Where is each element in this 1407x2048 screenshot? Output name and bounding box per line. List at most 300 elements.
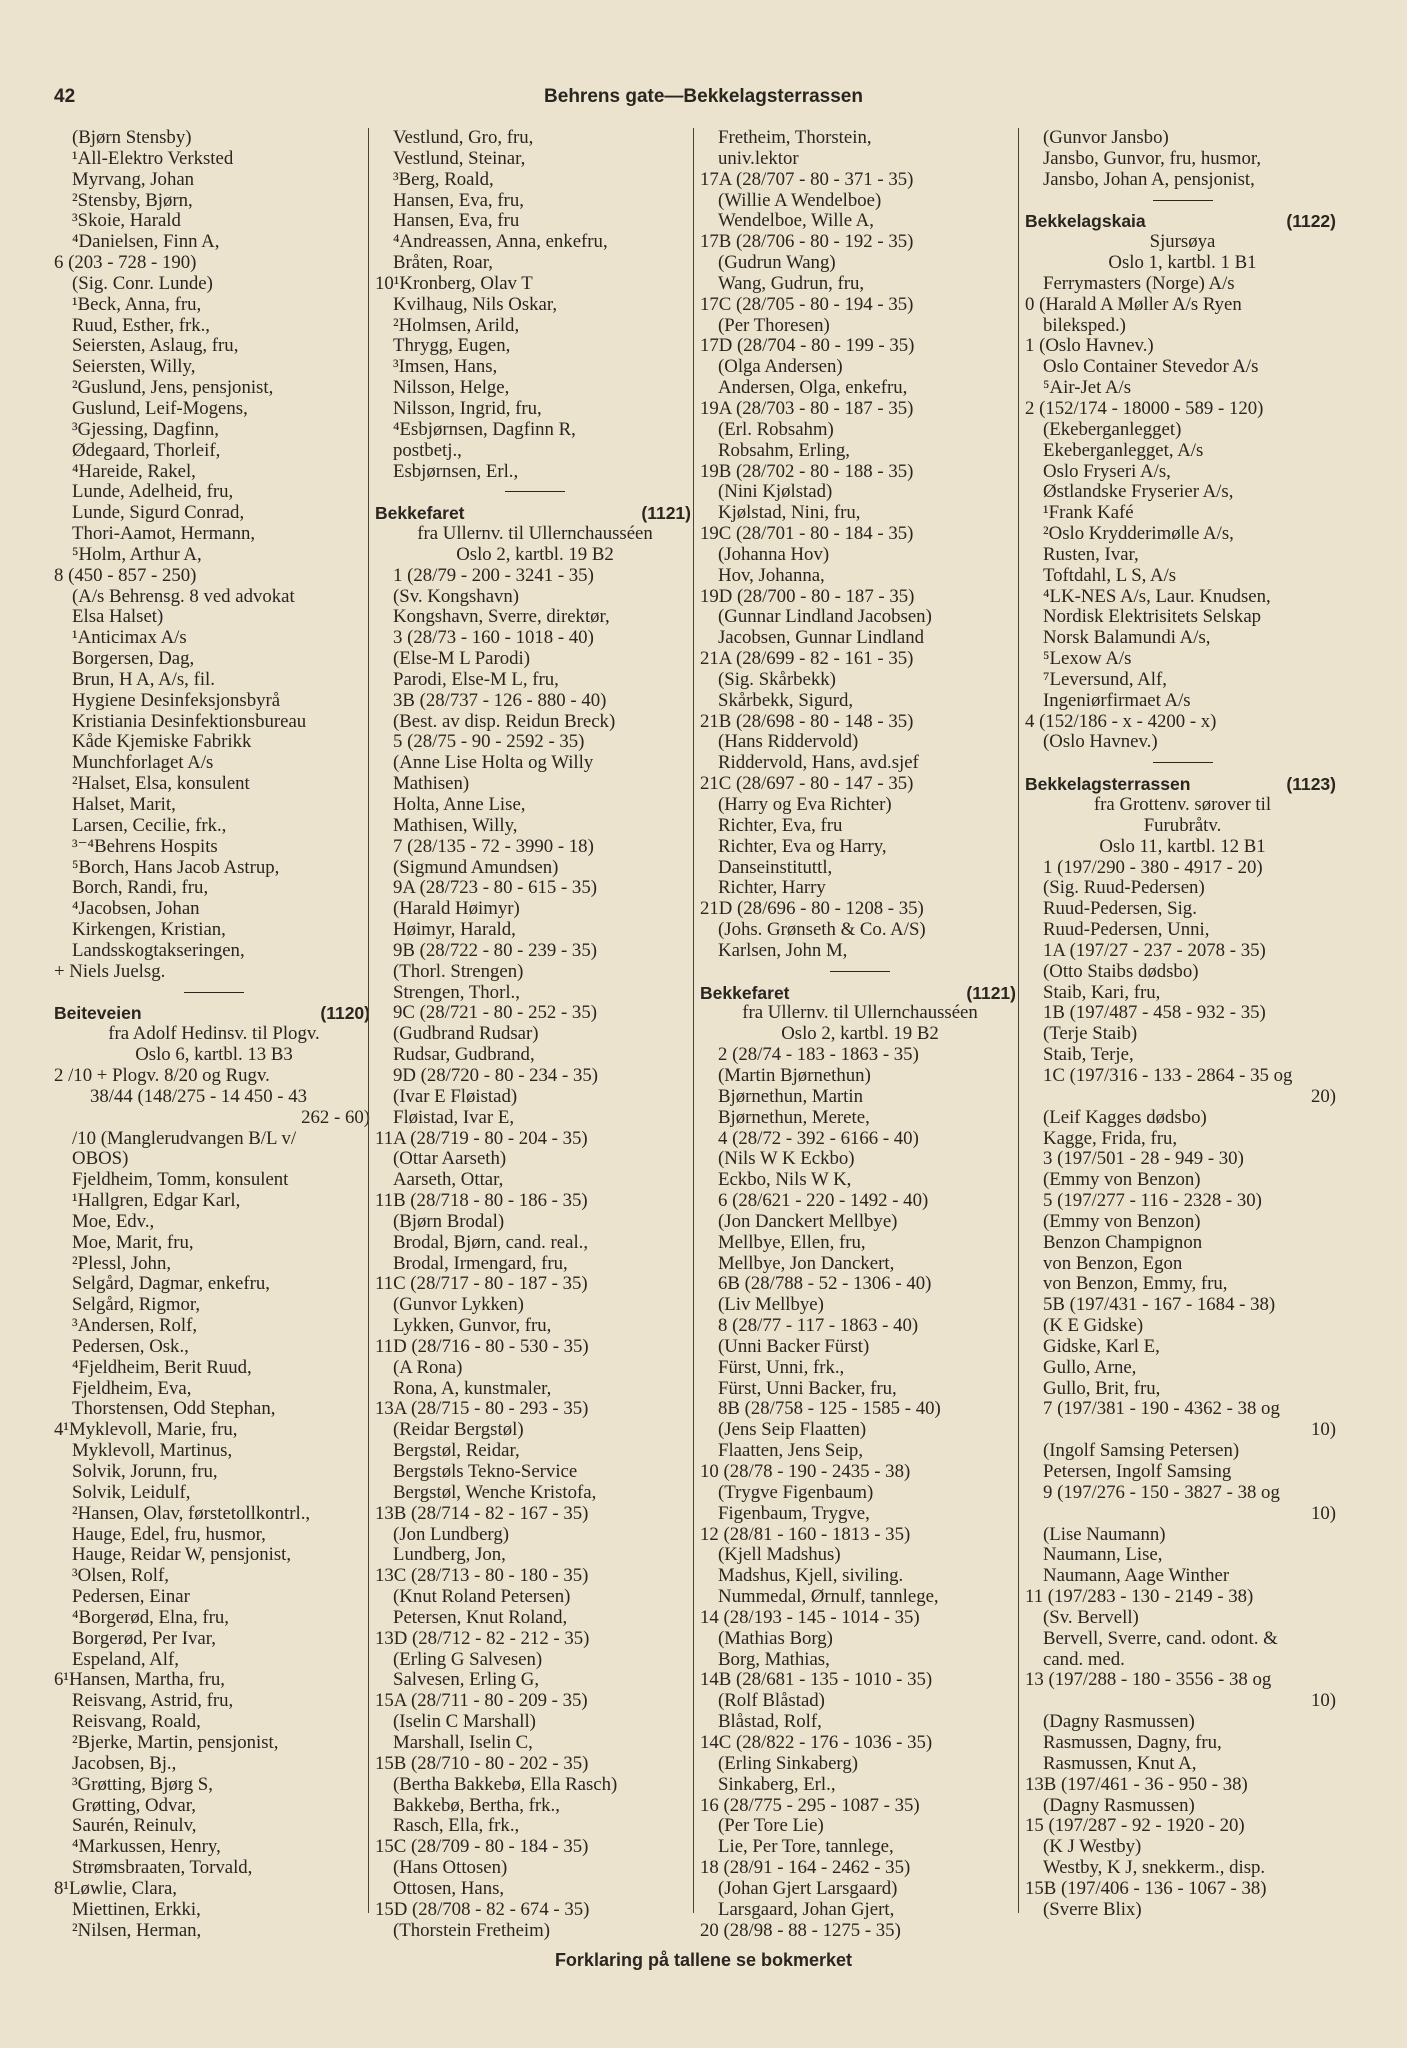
directory-line: (Nini Kjølstad) bbox=[718, 481, 833, 503]
directory-line: 15B (28/710 - 80 - 202 - 35) bbox=[375, 1752, 589, 1774]
directory-line: Lundberg, Jon, bbox=[393, 1544, 506, 1566]
directory-line: Flaatten, Jens Seip, bbox=[718, 1440, 864, 1462]
directory-line: 10) bbox=[1310, 1690, 1336, 1712]
directory-line: (Iselin C Marshall) bbox=[393, 1711, 536, 1733]
directory-line: 1A (197/27 - 237 - 2078 - 35) bbox=[1043, 939, 1266, 961]
directory-line: 6 (28/621 - 220 - 1492 - 40) bbox=[718, 1190, 929, 1212]
directory-line: 17D (28/704 - 80 - 199 - 35) bbox=[700, 335, 915, 357]
directory-line: 9B (28/722 - 80 - 239 - 35) bbox=[393, 939, 597, 961]
directory-line: (Terje Staib) bbox=[1043, 1023, 1138, 1045]
directory-line: Landsskogtakseringen, bbox=[72, 939, 245, 961]
directory-line: Borch, Randi, fru, bbox=[72, 877, 209, 899]
directory-line: Ruud, Esther, frk., bbox=[72, 314, 210, 336]
directory-line: (Jens Seip Flaatten) bbox=[718, 1419, 867, 1441]
directory-line: Strengen, Thorl., bbox=[393, 981, 520, 1003]
directory-line: (Sv. Kongshavn) bbox=[393, 585, 520, 607]
street-number: (1120) bbox=[320, 1003, 370, 1024]
directory-line: (Willie A Wendelboe) bbox=[718, 189, 882, 211]
directory-line: Mathisen, Willy, bbox=[393, 814, 518, 836]
directory-line: ²Bjerke, Martin, pensjonist, bbox=[72, 1731, 279, 1753]
directory-line: (Erling Sinkaberg) bbox=[718, 1752, 858, 1774]
footer-note: Forklaring på tallene se bokmerket bbox=[554, 1950, 853, 1970]
directory-line: Karlsen, John M, bbox=[718, 939, 848, 961]
directory-line: (Unni Backer Fürst) bbox=[718, 1335, 870, 1357]
directory-line: 10 (28/78 - 190 - 2435 - 38) bbox=[700, 1461, 911, 1482]
directory-line: 0 (Harald A Møller A/s Ryen bbox=[1025, 293, 1242, 315]
directory-line: 6¹Hansen, Martha, fru, bbox=[54, 1669, 225, 1691]
directory-line: (Dagny Rasmussen) bbox=[1043, 1711, 1195, 1733]
directory-line: Staib, Kari, fru, bbox=[1043, 981, 1161, 1003]
directory-line: Fløistad, Ivar E, bbox=[393, 1106, 515, 1128]
column-divider bbox=[693, 128, 694, 1913]
directory-line: (Gudbrand Rudsar) bbox=[393, 1023, 539, 1045]
directory-line: 17B (28/706 - 80 - 192 - 35) bbox=[700, 231, 914, 253]
directory-line: (Reidar Bergstøl) bbox=[393, 1419, 524, 1441]
directory-line: Lie, Per Tore, tannlege, bbox=[718, 1836, 894, 1858]
directory-line: ⁴Jacobsen, Johan bbox=[72, 898, 200, 920]
directory-line: (Sig. Skårbekk) bbox=[718, 668, 836, 690]
directory-line: bileksped.) bbox=[1043, 314, 1126, 336]
directory-line: Hansen, Eva, fru, bbox=[393, 189, 524, 211]
directory-line: ²Holmsen, Arild, bbox=[393, 314, 520, 336]
directory-line: Lykken, Gunvor, fru, bbox=[393, 1315, 552, 1337]
directory-line: 21D (28/696 - 80 - 1208 - 35) bbox=[700, 898, 924, 920]
directory-line: Aarseth, Ottar, bbox=[393, 1169, 504, 1191]
directory-line: Myrvang, Johan bbox=[72, 168, 195, 190]
directory-line: Jansbo, Gunvor, fru, husmor, bbox=[1043, 147, 1262, 169]
directory-line: Ekeberganlegget, A/s bbox=[1043, 439, 1204, 461]
directory-line: (Ekeberganlegget) bbox=[1043, 418, 1182, 440]
directory-line: 11 (197/283 - 130 - 2149 - 38) bbox=[1025, 1586, 1254, 1608]
directory-line: (Harald Høimyr) bbox=[393, 898, 520, 920]
section-divider bbox=[375, 482, 695, 503]
directory-line: (A Rona) bbox=[393, 1356, 463, 1378]
directory-line: Fjeldheim, Eva, bbox=[72, 1377, 192, 1399]
directory-line: 17C (28/705 - 80 - 194 - 35) bbox=[700, 293, 914, 315]
directory-line: (Erling G Salvesen) bbox=[393, 1648, 543, 1670]
directory-line: Reisvang, Astrid, fru, bbox=[72, 1690, 234, 1712]
directory-line: (Leif Kagges dødsbo) bbox=[1043, 1106, 1207, 1128]
directory-line: Thori-Aamot, Hermann, bbox=[72, 523, 256, 545]
directory-line: Toftdahl, L S, A/s bbox=[1043, 564, 1177, 586]
directory-line: Kongshavn, Sverre, direktør, bbox=[393, 606, 610, 628]
directory-line: Seiersten, Aslaug, fru, bbox=[72, 335, 239, 357]
directory-line: fra Ullernv. til Ullernchausséen bbox=[417, 523, 653, 545]
directory-line: Brodal, Irmengard, fru, bbox=[393, 1252, 568, 1274]
directory-line: Fretheim, Thorstein, bbox=[718, 127, 872, 148]
directory-line: Lunde, Sigurd Conrad, bbox=[72, 502, 245, 524]
directory-line: 13B (197/461 - 36 - 950 - 38) bbox=[1025, 1773, 1248, 1795]
directory-line: ¹All-Elektro Verksted bbox=[72, 147, 234, 169]
directory-line: (Anne Lise Holta og Willy bbox=[393, 752, 594, 774]
directory-line: (Bertha Bakkebø, Ella Rasch) bbox=[393, 1773, 618, 1795]
directory-line: (Emmy von Benzon) bbox=[1043, 1169, 1201, 1191]
street-heading bbox=[1025, 774, 1340, 795]
directory-line: (K J Westby) bbox=[1043, 1836, 1142, 1858]
directory-line: Bervell, Sverre, cand. odont. & bbox=[1043, 1627, 1278, 1649]
directory-line: 1 (28/79 - 200 - 3241 - 35) bbox=[393, 564, 594, 586]
directory-line: Oslo 11, kartbl. 12 B1 bbox=[1099, 835, 1266, 857]
directory-line: Oslo Fryseri A/s, bbox=[1043, 460, 1171, 482]
street-heading bbox=[375, 503, 695, 524]
directory-line: Robsahm, Erling, bbox=[718, 439, 850, 461]
directory-line: Rona, A, kunstmaler, bbox=[393, 1377, 552, 1399]
directory-line: Andersen, Olga, enkefru, bbox=[718, 377, 908, 399]
directory-line: 3B (28/737 - 126 - 880 - 40) bbox=[393, 689, 607, 711]
directory-line: Petersen, Knut Roland, bbox=[393, 1606, 568, 1628]
directory-line: (Gunvor Jansbo) bbox=[1043, 127, 1169, 148]
directory-line: ³Berg, Roald, bbox=[393, 168, 494, 190]
directory-line: Richter, Eva, fru bbox=[718, 814, 843, 836]
directory-line: Moe, Edv., bbox=[72, 1210, 155, 1232]
directory-line: (Bjørn Brodal) bbox=[393, 1210, 505, 1232]
directory-line: Selgård, Rigmor, bbox=[72, 1294, 201, 1316]
directory-line: (Rolf Blåstad) bbox=[718, 1690, 825, 1712]
directory-line: fra Grottenv. sørover til bbox=[1093, 794, 1272, 815]
directory-line: (Martin Bjørnethun) bbox=[718, 1064, 871, 1086]
directory-line: 8¹Løwlie, Clara, bbox=[54, 1877, 177, 1899]
directory-line: Bjørnethun, Martin bbox=[718, 1085, 864, 1107]
directory-line: Selgård, Dagmar, enkefru, bbox=[72, 1273, 270, 1295]
directory-line: 2 (152/174 - 18000 - 589 - 120) bbox=[1025, 397, 1264, 419]
directory-line: ²Hansen, Olav, førstetollkontrl., bbox=[72, 1502, 311, 1524]
directory-line: Mathisen) bbox=[393, 773, 470, 795]
directory-line: 4¹Myklevoll, Marie, fru, bbox=[54, 1419, 238, 1441]
directory-line: 8 (28/77 - 117 - 1863 - 40) bbox=[718, 1315, 919, 1337]
directory-line: Seiersten, Willy, bbox=[72, 356, 196, 378]
directory-line: ⁴Esbjørnsen, Dagfinn R, bbox=[393, 418, 576, 440]
directory-line: 13 (197/288 - 180 - 3556 - 38 og bbox=[1025, 1669, 1272, 1691]
street-name: Beiteveien bbox=[54, 1003, 142, 1024]
directory-line: (Gudrun Wang) bbox=[718, 252, 836, 274]
directory-line: Petersen, Ingolf Samsing bbox=[1043, 1461, 1232, 1482]
directory-line: 19A (28/703 - 80 - 187 - 35) bbox=[700, 397, 914, 419]
directory-line: 10¹Kronberg, Olav T bbox=[375, 272, 533, 294]
directory-line: Nummedal, Ørnulf, tannlege, bbox=[718, 1586, 939, 1608]
directory-line: Thrygg, Eugen, bbox=[393, 335, 511, 357]
directory-line: 262 - 60) bbox=[301, 1106, 370, 1128]
column-3 bbox=[700, 128, 1020, 1941]
directory-line: 12 (28/81 - 160 - 1813 - 35) bbox=[700, 1523, 911, 1545]
directory-line: (Bjørn Stensby) bbox=[72, 127, 192, 148]
directory-line: ⁴Borgerød, Elna, fru, bbox=[72, 1606, 229, 1628]
directory-line: ³Olsen, Rolf, bbox=[72, 1565, 169, 1587]
directory-line: 17A (28/707 - 80 - 371 - 35) bbox=[700, 168, 914, 190]
column-2 bbox=[375, 128, 695, 1941]
directory-line: ²Stensby, Bjørn, bbox=[72, 189, 193, 211]
directory-line: 3 (197/501 - 28 - 949 - 30) bbox=[1043, 1148, 1244, 1170]
directory-line: (Nils W K Eckbo) bbox=[718, 1148, 855, 1170]
directory-line: Borg, Mathias, bbox=[718, 1648, 830, 1670]
directory-line: Ruud-Pedersen, Unni, bbox=[1043, 919, 1210, 941]
directory-line: /10 (Manglerudvangen B/L v/ bbox=[72, 1127, 297, 1149]
directory-line: Nilsson, Ingrid, fru, bbox=[393, 397, 542, 419]
directory-line: Wendelboe, Wille A, bbox=[718, 210, 874, 232]
directory-line: Naumann, Aage Winther bbox=[1043, 1565, 1230, 1587]
street-number: (1121) bbox=[641, 503, 691, 524]
section-divider bbox=[54, 983, 374, 1004]
directory-line: (Trygve Figenbaum) bbox=[718, 1481, 874, 1503]
directory-line: 18 (28/91 - 164 - 2462 - 35) bbox=[700, 1857, 911, 1879]
directory-line: von Benzon, Egon bbox=[1043, 1252, 1183, 1274]
directory-line: Bakkebø, Bertha, frk., bbox=[393, 1794, 560, 1816]
directory-line: 10) bbox=[1310, 1419, 1336, 1441]
directory-line: Ødegaard, Thorleif, bbox=[72, 439, 221, 461]
directory-line: Esbjørnsen, Erl., bbox=[393, 460, 519, 482]
directory-line: Oslo 6, kartbl. 13 B3 bbox=[135, 1044, 293, 1066]
directory-line: Jacobsen, Gunnar Lindland bbox=[718, 627, 925, 649]
directory-line: (Hans Riddervold) bbox=[718, 731, 859, 753]
directory-line: Østlandske Fryserier A/s, bbox=[1043, 481, 1234, 503]
directory-line: ⁵Air-Jet A/s bbox=[1043, 377, 1132, 399]
directory-line: Larsen, Cecilie, frk., bbox=[72, 814, 227, 836]
directory-line: Jacobsen, Bj., bbox=[72, 1752, 177, 1774]
directory-line: Brodal, Bjørn, cand. real., bbox=[393, 1231, 589, 1253]
directory-line: Bråten, Roar, bbox=[393, 252, 493, 274]
directory-line: (Ingolf Samsing Petersen) bbox=[1043, 1440, 1240, 1462]
directory-line: fra Ullernv. til Ullernchausséen bbox=[742, 1002, 978, 1024]
directory-line: 13C (28/713 - 80 - 180 - 35) bbox=[375, 1565, 589, 1587]
directory-line: ⁴Danielsen, Finn A, bbox=[72, 231, 220, 253]
directory-line: Rusten, Ivar, bbox=[1043, 543, 1139, 565]
directory-line: Bjørnethun, Merete, bbox=[718, 1106, 870, 1128]
directory-line: (Best. av disp. Reidun Breck) bbox=[393, 710, 616, 732]
directory-line: Ruud-Pedersen, Sig. bbox=[1043, 898, 1197, 920]
directory-line: Borgerød, Per Ivar, bbox=[72, 1627, 216, 1649]
directory-line: 8B (28/758 - 125 - 1585 - 40) bbox=[718, 1398, 941, 1420]
directory-line: Vestlund, Steinar, bbox=[393, 147, 526, 169]
directory-line: (Jon Lundberg) bbox=[393, 1523, 509, 1545]
directory-line: 11A (28/719 - 80 - 204 - 35) bbox=[375, 1127, 588, 1149]
directory-line: Riddervold, Hans, avd.sjef bbox=[718, 752, 919, 774]
directory-line: ¹Beck, Anna, fru, bbox=[72, 293, 202, 315]
directory-line: Blåstad, Rolf, bbox=[718, 1711, 822, 1733]
directory-line: 6 (203 - 728 - 190) bbox=[54, 252, 197, 274]
directory-line: 9D (28/720 - 80 - 234 - 35) bbox=[393, 1064, 598, 1086]
directory-line: Eckbo, Nils W K, bbox=[718, 1169, 852, 1191]
directory-line: ³Imsen, Hans, bbox=[393, 356, 498, 378]
street-name: Bekkefaret bbox=[375, 503, 465, 524]
directory-line: 10) bbox=[1310, 1502, 1336, 1524]
directory-line: 1 (197/290 - 380 - 4917 - 20) bbox=[1043, 856, 1263, 878]
directory-line: Benzon Champignon bbox=[1043, 1231, 1203, 1253]
directory-line: 1B (197/487 - 458 - 932 - 35) bbox=[1043, 1002, 1266, 1024]
directory-line: cand. med. bbox=[1043, 1648, 1125, 1670]
directory-line: 14C (28/822 - 176 - 1036 - 35) bbox=[700, 1731, 933, 1753]
directory-line: (Dagny Rasmussen) bbox=[1043, 1794, 1195, 1816]
directory-line: Marshall, Iselin C, bbox=[393, 1731, 533, 1753]
directory-line: Naumann, Lise, bbox=[1043, 1544, 1163, 1566]
directory-line: postbetj., bbox=[393, 439, 462, 461]
directory-line: (Else-M L Parodi) bbox=[393, 648, 530, 670]
directory-line: Oslo Container Stevedor A/s bbox=[1043, 356, 1259, 378]
directory-line: 15 (197/287 - 92 - 1920 - 20) bbox=[1025, 1815, 1245, 1837]
directory-line: 21B (28/698 - 80 - 148 - 35) bbox=[700, 710, 914, 732]
directory-line: Rasch, Ella, frk., bbox=[393, 1815, 520, 1837]
directory-line: Bergstøls Tekno-Service bbox=[393, 1461, 578, 1482]
directory-line: Oslo 2, kartbl. 19 B2 bbox=[781, 1023, 939, 1045]
directory-line: Danseinstituttl, bbox=[718, 856, 833, 878]
directory-line: Furubråtv. bbox=[1143, 814, 1222, 836]
page-number: 42 bbox=[54, 86, 76, 107]
directory-line: (Johs. Grønseth & Co. A/S) bbox=[718, 919, 926, 941]
directory-line: 7 (197/381 - 190 - 4362 - 38 og bbox=[1043, 1398, 1280, 1420]
directory-line: 15D (28/708 - 82 - 674 - 35) bbox=[375, 1898, 590, 1920]
directory-line: Kvilhaug, Nils Oskar, bbox=[393, 293, 558, 315]
directory-line: Sjursøya bbox=[1149, 231, 1216, 253]
directory-line: ²Halset, Elsa, konsulent bbox=[72, 773, 250, 795]
directory-line: (Knut Roland Petersen) bbox=[393, 1586, 571, 1608]
directory-line: 13A (28/715 - 80 - 293 - 35) bbox=[375, 1398, 589, 1420]
directory-line: (Otto Staibs dødsbo) bbox=[1043, 960, 1199, 982]
directory-line: (Per Tore Lie) bbox=[718, 1815, 824, 1837]
directory-line: Jansbo, Johan A, pensjonist, bbox=[1043, 168, 1255, 190]
directory-line: Parodi, Else-M L, fru, bbox=[393, 668, 559, 690]
directory-line: 20) bbox=[1310, 1085, 1336, 1107]
directory-line: Høimyr, Harald, bbox=[393, 919, 516, 941]
directory-line: 5B (197/431 - 167 - 1684 - 38) bbox=[1043, 1294, 1276, 1316]
directory-line: 14B (28/681 - 135 - 1010 - 35) bbox=[700, 1669, 933, 1691]
directory-line: 1 (Oslo Havnev.) bbox=[1025, 335, 1154, 357]
directory-line: (Sv. Bervell) bbox=[1043, 1606, 1139, 1628]
directory-line: (Sverre Blix) bbox=[1043, 1898, 1142, 1920]
section-divider bbox=[1025, 191, 1340, 212]
directory-line: Strømsbraaten, Torvald, bbox=[72, 1857, 253, 1879]
directory-line: ⁵Holm, Arthur A, bbox=[72, 543, 202, 565]
directory-line: Rasmussen, Knut A, bbox=[1043, 1752, 1197, 1774]
directory-line: (Gunvor Lykken) bbox=[393, 1294, 524, 1316]
directory-line: Figenbaum, Trygve, bbox=[718, 1502, 870, 1524]
directory-line: Bergstøl, Reidar, bbox=[393, 1440, 520, 1462]
directory-line: Sinkaberg, Erl., bbox=[718, 1773, 836, 1795]
directory-line: Gullo, Brit, fru, bbox=[1043, 1377, 1161, 1399]
directory-line: 21A (28/699 - 82 - 161 - 35) bbox=[700, 648, 914, 670]
directory-line: (Emmy von Benzon) bbox=[1043, 1210, 1201, 1232]
street-name: Bekkelagsterrassen bbox=[1025, 774, 1191, 795]
directory-line: ⁴LK-NES A/s, Laur. Knudsen, bbox=[1043, 585, 1271, 607]
directory-line: (Liv Mellbye) bbox=[718, 1294, 824, 1316]
directory-line: (A/s Behrensg. 8 ved advokat bbox=[72, 585, 295, 607]
directory-line: Kagge, Frida, fru, bbox=[1043, 1127, 1178, 1149]
directory-line: Kristiania Desinfektionsbureau bbox=[72, 710, 307, 732]
directory-line: (Sig. Ruud-Pedersen) bbox=[1043, 877, 1205, 899]
street-name: Bekkelagskaia bbox=[1025, 211, 1146, 232]
directory-line: OBOS) bbox=[72, 1148, 129, 1170]
directory-line: (Thorl. Strengen) bbox=[393, 960, 524, 982]
directory-line: Salvesen, Erling G, bbox=[393, 1669, 540, 1691]
directory-line: Norsk Balamundi A/s, bbox=[1043, 627, 1211, 649]
directory-line: 9C (28/721 - 80 - 252 - 35) bbox=[393, 1002, 597, 1024]
directory-line: Pedersen, Einar bbox=[72, 1586, 190, 1608]
directory-line: Miettinen, Erkki, bbox=[72, 1898, 201, 1920]
directory-line: Gidske, Karl E, bbox=[1043, 1335, 1160, 1357]
directory-line: ³Grøtting, Bjørg S, bbox=[72, 1773, 213, 1795]
directory-line: Kjølstad, Nini, fru, bbox=[718, 502, 861, 524]
directory-line: ⁵Borch, Hans Jacob Astrup, bbox=[72, 856, 280, 878]
directory-line: Saurén, Reinulv, bbox=[72, 1815, 197, 1837]
directory-line: Hygiene Desinfeksjonsbyrå bbox=[72, 689, 281, 711]
directory-line: ⁵Lexow A/s bbox=[1043, 648, 1132, 670]
street-heading bbox=[1025, 211, 1340, 232]
directory-line: 14 (28/193 - 145 - 1014 - 35) bbox=[700, 1606, 920, 1628]
directory-line: Guslund, Leif-Mogens, bbox=[72, 397, 248, 419]
directory-line: fra Adolf Hedinsv. til Plogv. bbox=[108, 1023, 320, 1045]
directory-line: (Johan Gjert Larsgaard) bbox=[718, 1877, 898, 1899]
directory-line: Rasmussen, Dagny, fru, bbox=[1043, 1731, 1222, 1753]
directory-line: Madshus, Kjell, siviling. bbox=[718, 1565, 904, 1587]
directory-line: ³Skoie, Harald bbox=[72, 210, 181, 232]
street-number: (1123) bbox=[1286, 774, 1336, 795]
directory-line: Richter, Eva og Harry, bbox=[718, 835, 887, 857]
directory-line: 20 (28/98 - 88 - 1275 - 35) bbox=[700, 1919, 901, 1941]
directory-line: Wang, Gudrun, fru, bbox=[718, 272, 865, 294]
directory-line: 15A (28/711 - 80 - 209 - 35) bbox=[375, 1690, 588, 1712]
directory-line: (Ottar Aarseth) bbox=[393, 1148, 507, 1170]
directory-line: ³⁻⁴Behrens Hospits bbox=[72, 835, 218, 857]
street-name: Bekkefaret bbox=[700, 982, 790, 1003]
directory-line: 8 (450 - 857 - 250) bbox=[54, 564, 197, 586]
column-4 bbox=[1025, 128, 1340, 1921]
directory-line: Staib, Terje, bbox=[1043, 1044, 1134, 1066]
directory-line: ⁴Fjeldheim, Berit Ruud, bbox=[72, 1356, 252, 1378]
directory-line: 13B (28/714 - 82 - 167 - 35) bbox=[375, 1502, 589, 1524]
directory-line: ¹Hallgren, Edgar Karl, bbox=[72, 1190, 241, 1212]
directory-line: Reisvang, Roald, bbox=[72, 1711, 201, 1733]
directory-line: (Per Thoresen) bbox=[718, 314, 830, 336]
directory-line: (Ivar E Fløistad) bbox=[393, 1085, 518, 1107]
directory-line: Ottosen, Hans, bbox=[393, 1877, 505, 1899]
directory-line: Lunde, Adelheid, fru, bbox=[72, 481, 234, 503]
directory-line: Mellbye, Ellen, fru, bbox=[718, 1231, 866, 1253]
directory-line: 11C (28/717 - 80 - 187 - 35) bbox=[375, 1273, 588, 1295]
directory-line: Fürst, Unni Backer, fru, bbox=[718, 1377, 897, 1399]
directory-line: Moe, Marit, fru, bbox=[72, 1231, 194, 1253]
directory-line: Ingeniørfirmaet A/s bbox=[1043, 689, 1191, 711]
directory-line: ²Oslo Krydderimølle A/s, bbox=[1043, 523, 1234, 545]
directory-line: 15C (28/709 - 80 - 184 - 35) bbox=[375, 1836, 589, 1858]
directory-line: Ferrymasters (Norge) A/s bbox=[1043, 272, 1235, 294]
directory-line: Solvik, Jorunn, fru, bbox=[72, 1461, 218, 1482]
directory-line: univ.lektor bbox=[718, 147, 799, 169]
directory-line: 2 /10 + Plogv. 8/20 og Rugv. bbox=[54, 1064, 270, 1086]
directory-line: Kirkengen, Kristian, bbox=[72, 919, 226, 941]
directory-line: Bergstøl, Wenche Kristofa, bbox=[393, 1481, 597, 1503]
directory-line: 19B (28/702 - 80 - 188 - 35) bbox=[700, 460, 914, 482]
directory-line: 16 (28/775 - 295 - 1087 - 35) bbox=[700, 1794, 920, 1816]
street-number: (1121) bbox=[966, 982, 1016, 1003]
directory-line: Pedersen, Osk., bbox=[72, 1335, 189, 1357]
directory-line: Vestlund, Gro, fru, bbox=[393, 127, 534, 148]
directory-line: ²Plessl, John, bbox=[72, 1252, 172, 1274]
directory-line: 19D (28/700 - 80 - 187 - 35) bbox=[700, 585, 915, 607]
directory-line: Solvik, Leidulf, bbox=[72, 1481, 191, 1503]
directory-line: Borgersen, Dag, bbox=[72, 648, 195, 670]
street-heading bbox=[54, 1003, 374, 1024]
directory-line: 4 (28/72 - 392 - 6166 - 40) bbox=[718, 1127, 919, 1149]
directory-line: Munchforlaget A/s bbox=[72, 752, 214, 774]
directory-line: Hauge, Reidar W, pensjonist, bbox=[72, 1544, 292, 1566]
directory-line: 2 (28/74 - 183 - 1863 - 35) bbox=[718, 1044, 919, 1066]
section-divider bbox=[1025, 753, 1340, 774]
directory-line: Richter, Harry bbox=[718, 877, 826, 899]
directory-line: (Erl. Robsahm) bbox=[718, 418, 834, 440]
directory-line: Kåde Kjemiske Fabrikk bbox=[72, 731, 252, 753]
street-number: (1122) bbox=[1286, 211, 1336, 232]
directory-line: Holta, Anne Lise, bbox=[393, 794, 526, 815]
directory-line: (Harry og Eva Richter) bbox=[718, 794, 892, 815]
directory-line: (Lise Naumann) bbox=[1043, 1523, 1166, 1545]
directory-line: Hansen, Eva, fru bbox=[393, 210, 520, 232]
